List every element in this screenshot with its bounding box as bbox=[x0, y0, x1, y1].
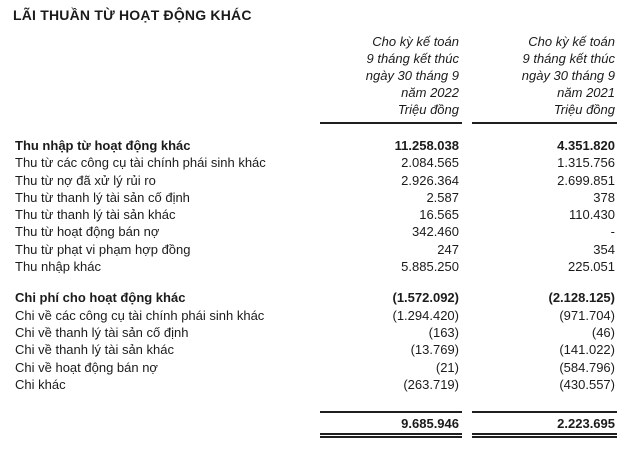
row-label: Chi về thanh lý tài sản khác bbox=[15, 342, 174, 358]
page-title: LÃI THUẦN TỪ HOẠT ĐỘNG KHÁC bbox=[13, 7, 252, 23]
value-2022: 2.084.565 bbox=[401, 155, 459, 171]
financial-statement-page bbox=[0, 6, 640, 453]
value-2021: (584.796) bbox=[559, 359, 615, 375]
period-line: năm 2021 bbox=[557, 85, 615, 100]
value-2021: (971.704) bbox=[559, 307, 615, 323]
value-2021: (430.557) bbox=[559, 376, 615, 392]
table-row bbox=[0, 189, 640, 206]
value-2022: 11.258.038 bbox=[394, 138, 459, 153]
period-line: Cho kỳ kế toán bbox=[528, 34, 615, 49]
row-label: Thu từ nợ đã xử lý rủi ro bbox=[15, 172, 156, 188]
unit-label: Triệu đồng bbox=[397, 102, 459, 117]
unit-label: Triệu đồng bbox=[553, 102, 615, 117]
row-label: Thu nhập khác bbox=[15, 259, 102, 275]
value-2022: (21) bbox=[435, 359, 459, 375]
value-2021: 225.051 bbox=[568, 259, 615, 275]
value-2022: (1.294.420) bbox=[392, 307, 459, 323]
income-section bbox=[0, 137, 640, 275]
table-row bbox=[0, 307, 640, 324]
period-header-2021 bbox=[472, 33, 617, 124]
value-2021: 4.351.820 bbox=[557, 138, 615, 153]
expense-section bbox=[0, 289, 640, 393]
period-header-2022 bbox=[320, 33, 462, 124]
value-2022: (163) bbox=[428, 324, 459, 340]
value-2021: (141.022) bbox=[559, 342, 615, 358]
value-2022: 16.565 bbox=[419, 207, 459, 223]
table-row bbox=[0, 223, 640, 240]
totals-row bbox=[0, 411, 640, 438]
value-2022: 2.926.364 bbox=[401, 172, 459, 188]
row-label: Thu nhập từ hoạt động khác bbox=[15, 138, 191, 153]
total-value-2021: 2.223.695 bbox=[472, 411, 617, 438]
row-label: Chi khác bbox=[15, 376, 66, 392]
value-2022: (13.769) bbox=[410, 342, 459, 358]
table-row bbox=[0, 359, 640, 376]
row-label: Chi phí cho hoạt động khác bbox=[15, 290, 186, 306]
period-line: Cho kỳ kế toán bbox=[372, 34, 459, 49]
period-line: năm 2022 bbox=[401, 85, 459, 100]
row-label: Chi về thanh lý tài sản cố định bbox=[15, 324, 189, 340]
table-row bbox=[0, 341, 640, 358]
row-label: Chi về các công cụ tài chính phái sinh khác bbox=[15, 307, 265, 323]
value-2022: (1.572.092) bbox=[392, 290, 459, 306]
value-2021: 110.430 bbox=[568, 207, 615, 223]
value-2021: 378 bbox=[593, 189, 615, 205]
value-2021: - bbox=[610, 224, 615, 240]
period-line: ngày 30 tháng 9 bbox=[365, 68, 459, 83]
row-label: Thu từ thanh lý tài sản khác bbox=[15, 207, 176, 223]
value-2022: (263.719) bbox=[403, 376, 459, 392]
table-row bbox=[0, 154, 640, 171]
value-2021: (46) bbox=[591, 324, 615, 340]
total-value-2022: 9.685.946 bbox=[320, 411, 462, 438]
period-line: 9 tháng kết thúc bbox=[366, 51, 459, 66]
value-2022: 247 bbox=[437, 241, 459, 257]
period-header-row bbox=[0, 33, 640, 124]
row-label: Thu từ phạt vi phạm hợp đồng bbox=[15, 241, 191, 257]
table-row bbox=[0, 206, 640, 223]
value-2022: 5.885.250 bbox=[401, 259, 459, 275]
value-2021: 1.315.756 bbox=[557, 155, 615, 171]
table-row bbox=[0, 376, 640, 393]
value-2021: 2.699.851 bbox=[557, 172, 615, 188]
row-label: Thu từ các công cụ tài chính phái sinh khác bbox=[15, 155, 266, 171]
value-2022: 342.460 bbox=[412, 224, 459, 240]
value-2021: 354 bbox=[593, 241, 615, 257]
table-row bbox=[0, 172, 640, 189]
value-2022: 2.587 bbox=[426, 189, 459, 205]
table-row bbox=[0, 241, 640, 258]
table-row bbox=[0, 324, 640, 341]
row-label: Thu từ hoạt động bán nợ bbox=[15, 224, 160, 240]
row-label: Thu từ thanh lý tài sản cố định bbox=[15, 189, 190, 205]
table-row bbox=[0, 258, 640, 275]
row-label: Chi về hoạt động bán nợ bbox=[15, 359, 158, 375]
table-row bbox=[0, 137, 640, 154]
period-line: 9 tháng kết thúc bbox=[522, 51, 615, 66]
value-2021: (2.128.125) bbox=[548, 290, 615, 306]
period-line: ngày 30 tháng 9 bbox=[521, 68, 615, 83]
table-row bbox=[0, 289, 640, 306]
